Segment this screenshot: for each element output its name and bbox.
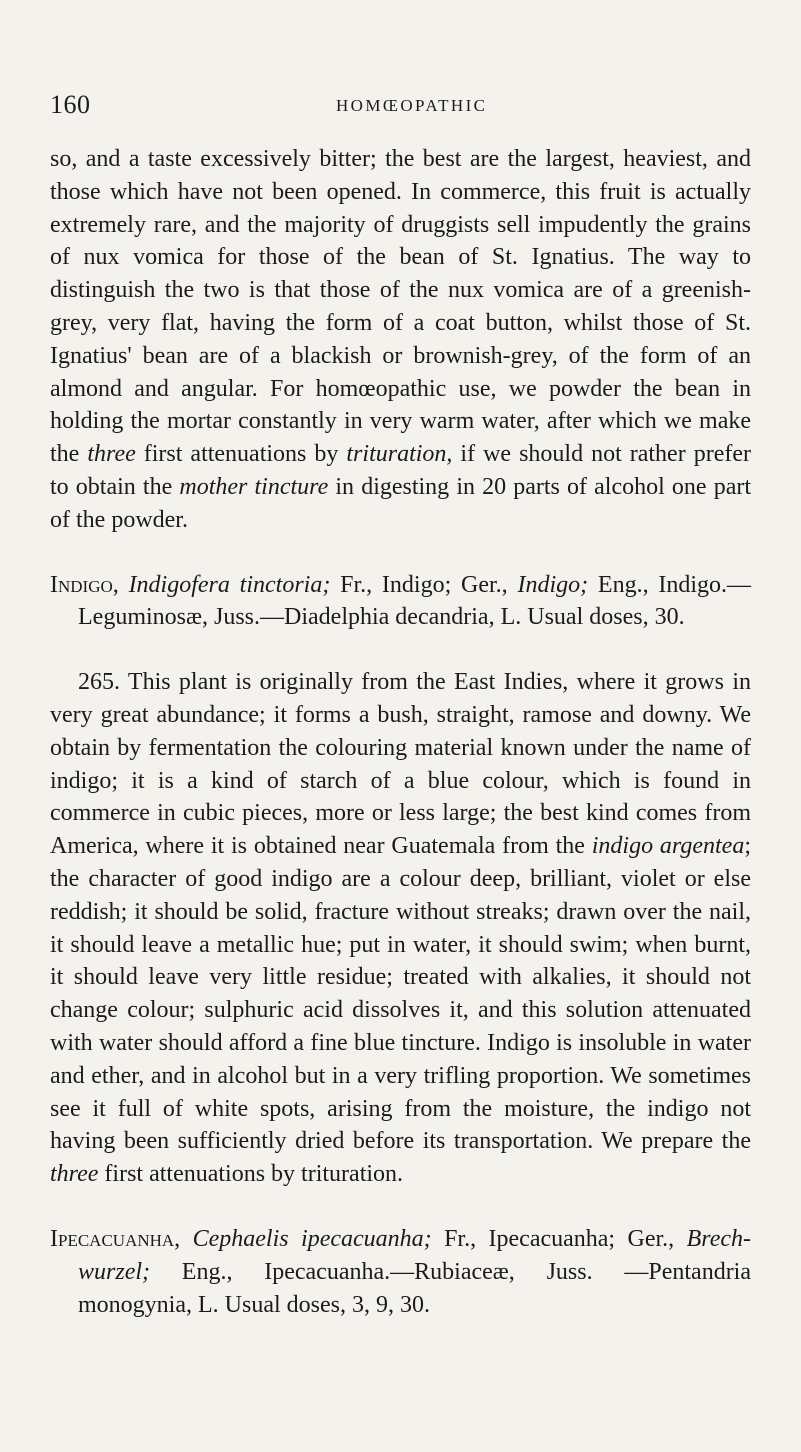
german-name: Brech-wurzel;: [78, 1225, 752, 1285]
italic-run: indigo argentea: [591, 833, 745, 860]
page-number: 160: [50, 90, 91, 119]
paragraph-265: [50, 666, 751, 1191]
running-head: HOMŒOPATHIC: [336, 96, 488, 115]
entry-heading-ipecacuanha: [50, 1223, 751, 1321]
entry-heading-indigo: [50, 569, 751, 635]
entry-name: Indigo,: [50, 571, 119, 598]
latin-name: Indigofera tinctoria;: [128, 571, 331, 598]
text-run: if we should not rather prefer to obtain the: [50, 441, 751, 500]
body-text: [50, 143, 751, 1353]
text-run: 265. This plant is originally from the East Indies, where it grows in very great abundance; it forms a bush, straight, ramose and downy. We obtain by fermentation the colouring material known under the name of indigo; it is a kind of starch of a blue colour, which is found in commerce in cubic pieces, more or less large; the best kind comes from America, where it is obtained near Guatemala from the: [50, 669, 751, 860]
text-run: Eng., Indigo.—Leguminosæ, Juss.—Diadelphia decandria, L. Usual doses, 30.: [78, 571, 752, 631]
italic-run: trituration,: [346, 441, 453, 468]
text-run: first attenuations by trituration.: [98, 1161, 404, 1188]
text-run: so, and a taste excessively bitter; the best are the largest, heaviest, and those which have not been opened. In commerce, this fruit is actually extremely rare, and the majority of druggists sell impudently the grains of nux vomica for those of the bean of St. Ignatius. The way to distinguish the two is that those of the nux vomica are of a greenish-grey, very flat, having the form of a coat button, whilst those of St. Ignatius' bean are of a blackish or brownish-grey, of the form of an almond and angular. For homœopathic use, we powder the bean in holding the mortar constantly in very warm water, after which we make the: [50, 146, 751, 468]
text-run: Eng., Ipecacuanha.—Rubiaceæ, Juss. —Pentandria monogynia, L. Usual doses, 3, 9, 30.: [78, 1258, 751, 1318]
latin-name: Cephaelis ipecacuanha;: [192, 1225, 432, 1252]
paragraph-ignatius-continued: [50, 143, 751, 537]
text-run: in digesting in 20 parts of alcohol one part of the powder.: [50, 473, 752, 533]
text-run: first attenuations by: [135, 441, 347, 468]
german-name: Indigo;: [517, 571, 589, 598]
text-run: Fr., Indigo; Ger.,: [330, 571, 518, 598]
page-header: [50, 90, 751, 130]
italic-run: mother tincture: [179, 473, 329, 500]
entry-name: Ipecacuanha,: [50, 1225, 181, 1252]
text-run: Fr., Ipecacuanha; Ger.,: [431, 1225, 687, 1252]
italic-run: three: [87, 441, 136, 468]
text-run: ; the character of good indigo are a colour deep, brilliant, violet or else reddish; it should be solid, fracture without streaks; drawn over the nail, it should leave a metallic hue; put in water, it should swim; when burnt, it should leave very little residue; treated with alkalies, it should not change colour; sulphuric acid dissolves it, and this solution attenuated with water should afford a fine blue tincture. Indigo is insoluble in water and ether, and in alcohol but in a very trifling proportion. We sometimes see it full of white spots, arising from the moisture, the indigo not having been sufficiently dried before its transportation. We prepare the: [50, 833, 751, 1155]
italic-run: three: [50, 1161, 99, 1188]
